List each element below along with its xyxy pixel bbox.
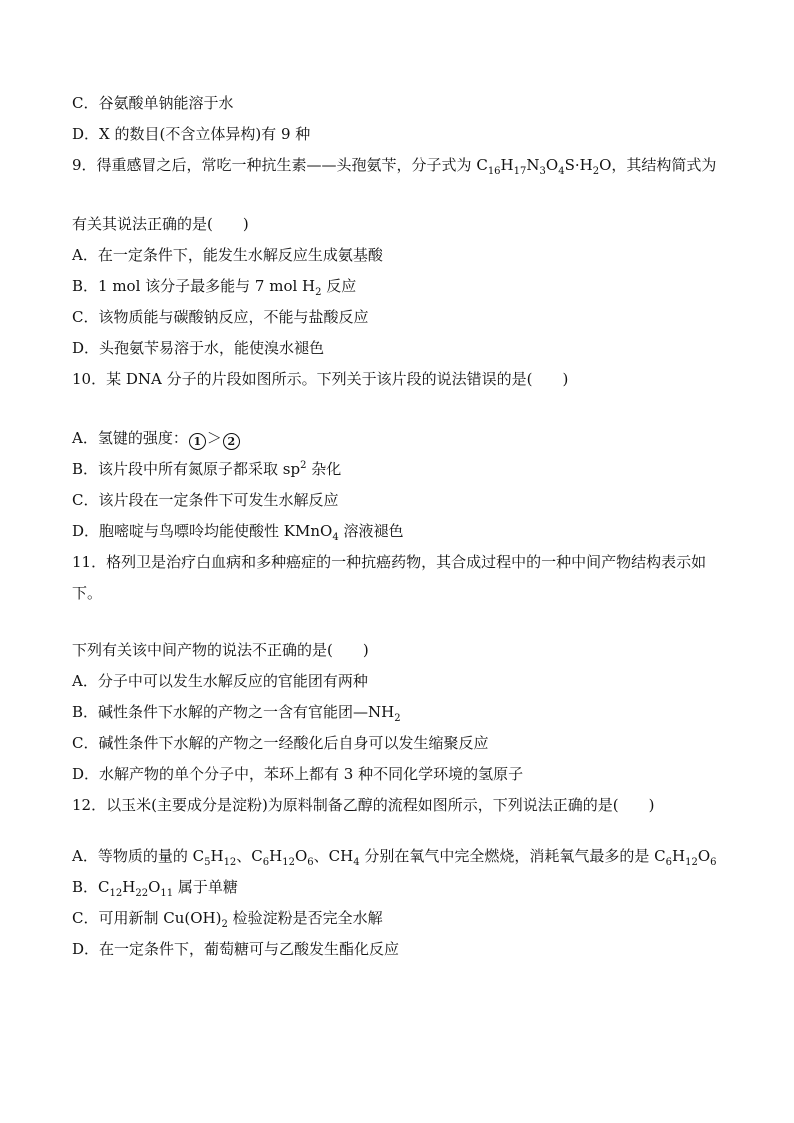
q11-ask: 下列有关该中间产物的说法不正确的是( ) — [72, 641, 369, 659]
exam-page — [72, 88, 724, 965]
q12-option-a: A．等物质的量的 $C_5H_{12}$、$C_6H_{12}O_6$、$CH_4$ 分别在氧气中完全燃烧，消耗氧气最多的是 $C_6H_{12}O_6$ — [72, 847, 717, 868]
q11-structure-space — [72, 609, 724, 635]
q9-structure-space — [72, 181, 724, 209]
q9-formula: $C_{16}H_{17}N_3O_4S\cdot H_2O$ — [476, 156, 612, 177]
q8-option-c: C．谷氨酸单钠能溶于水 — [72, 94, 234, 112]
q10-figure-space — [72, 395, 724, 423]
q11-option-a: A．分子中可以发生水解反应的官能团有两种 — [72, 672, 368, 690]
q9-option-d: D．头孢氨苄易溶于水，能使溴水褪色 — [72, 339, 325, 357]
q11-option-b: B．碱性条件下水解的产物之一含有官能团$—NH_2$ — [72, 703, 401, 724]
q9-stem-post: ，其结构简式为 — [611, 156, 717, 174]
q10-stem: 10．某 DNA 分子的片段如图所示。下列关于该片段的说法错误的是( ) — [72, 370, 569, 388]
q9-option-a: A．在一定条件下，能发生水解反应生成氨基酸 — [72, 246, 383, 264]
q12-option-c: C．可用新制 $Cu(OH)_2$ 检验淀粉是否完全水解 — [72, 909, 383, 930]
q9-stem-text: 9．得重感冒之后，常吃一种抗生素——头孢氨苄，分子式为 — [72, 156, 477, 174]
q12-stem: 12．以玉米(主要成分是淀粉)为原料制备乙醇的流程如图所示，下列说法正确的是( ) — [72, 796, 655, 814]
q10-option-b: B．该片段中所有氮原子都采取 $sp^2$ 杂化 — [72, 460, 342, 478]
q8-option-d: D．X 的数目(不含立体异构)有 9 种 — [72, 125, 311, 143]
q10-option-a-text: A．氢键的强度： — [72, 429, 188, 447]
q9-option-b: B．1 mol 该分子最多能与 7 mol $H_2$ 反应 — [72, 277, 357, 298]
q10-option-c: C．该片段在一定条件下可发生水解反应 — [72, 491, 339, 509]
q9-ask: 有关其说法正确的是( ) — [72, 215, 249, 233]
q9-option-c: C．该物质能与碳酸钠反应，不能与盐酸反应 — [72, 308, 369, 326]
q12-option-b: B．$C_{12}H_{22}O_{11}$ 属于单糖 — [72, 878, 238, 899]
q12-option-d: D．在一定条件下，葡萄糖可与乙酸发生酯化反应 — [72, 940, 400, 958]
circled-one-icon: 1 — [189, 433, 206, 450]
circled-two-icon: 2 — [223, 433, 240, 450]
greater-than-sign: ＞ — [206, 429, 222, 447]
q10-option-a — [72, 423, 724, 454]
q9-stem — [72, 150, 724, 181]
q10-option-d: D．胞嘧啶与鸟嘌呤均能使酸性 KMnO$_4$ 溶液褪色 — [72, 522, 404, 543]
q11-stem: 11．格列卫是治疗白血病和多种癌症的一种抗癌药物，其合成过程中的一种中间产物结构表示如下。 — [72, 553, 707, 602]
q11-option-c: C．碱性条件下水解的产物之一经酸化后自身可以发生缩聚反应 — [72, 734, 489, 752]
q11-option-d: D．水解产物的单个分子中，苯环上都有 3 种不同化学环境的氢原子 — [72, 765, 524, 783]
q12-flow-space — [72, 821, 724, 841]
